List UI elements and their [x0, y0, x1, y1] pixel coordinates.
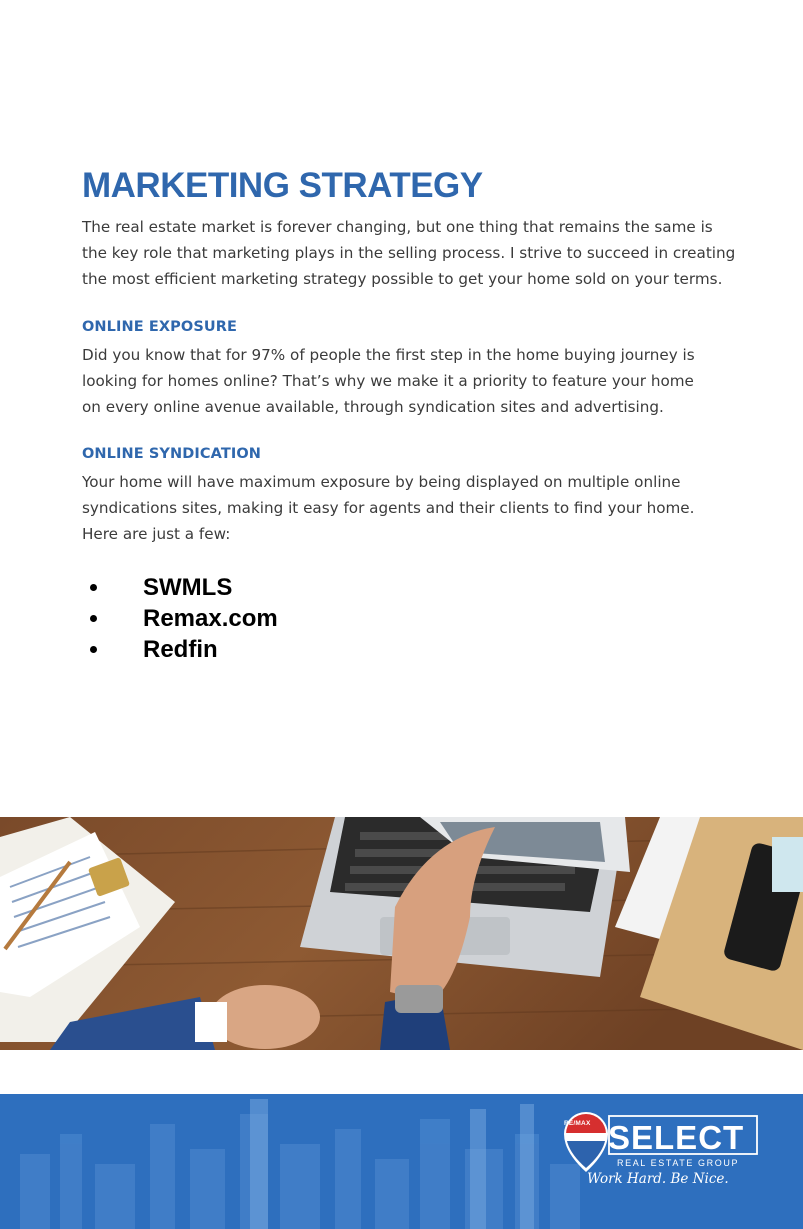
online-exposure-paragraph	[82, 342, 752, 420]
online-syndication-line: Here are just a few:	[82, 525, 231, 543]
online-exposure-line: Did you know that for 97% of people the first step in the home buying journey is	[82, 346, 695, 364]
intro-line: The real estate market is forever changing, but one thing that remains the same is	[82, 218, 713, 236]
bullet-icon	[90, 615, 97, 622]
list-item	[90, 572, 278, 603]
online-syndication-paragraph	[82, 469, 752, 547]
brand-name: SELECT	[608, 1119, 745, 1156]
list-item	[90, 634, 278, 665]
site-name: SWMLS	[143, 573, 233, 601]
bullet-icon	[90, 584, 97, 591]
syndication-site-list	[90, 572, 278, 665]
site-name: Redfin	[143, 635, 218, 663]
brand-subtitle: REAL ESTATE GROUP	[617, 1158, 740, 1168]
page-title: MARKETING STRATEGY	[82, 166, 483, 205]
online-syndication-line: syndications sites, making it easy for agents and their clients to find your home.	[82, 499, 695, 517]
site-name: Remax.com	[143, 604, 278, 632]
online-syndication-heading: ONLINE SYNDICATION	[82, 446, 261, 462]
list-item	[90, 603, 278, 634]
intro-line: the key role that marketing plays in the selling process. I strive to succeed in creating	[82, 244, 736, 262]
online-syndication-line: Your home will have maximum exposure by being displayed on multiple online	[82, 473, 681, 491]
intro-paragraph	[82, 214, 752, 292]
online-exposure-line: looking for homes online? That’s why we make it a priority to feature your home	[82, 372, 694, 390]
intro-line: the most efficient marketing strategy possible to get your home sold on your terms.	[82, 270, 723, 288]
online-exposure-heading: ONLINE EXPOSURE	[82, 319, 238, 335]
brand-tagline: Work Hard. Be Nice.	[587, 1171, 729, 1187]
desk-laptop-photo	[0, 817, 803, 1050]
bullet-icon	[90, 646, 97, 653]
online-exposure-line: on every online avenue available, through syndication sites and advertising.	[82, 398, 664, 416]
remax-badge-text: RE/MAX	[564, 1120, 591, 1127]
